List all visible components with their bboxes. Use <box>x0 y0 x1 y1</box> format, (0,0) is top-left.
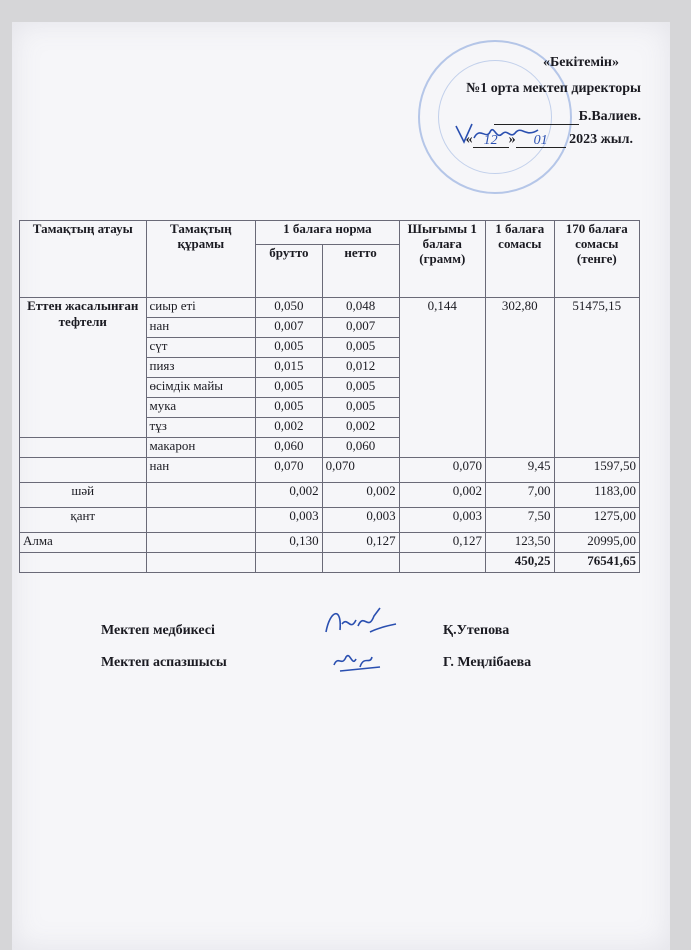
header-dish-name: Тамақтың атауы <box>20 221 147 298</box>
brutto-cell: 0,070 <box>256 458 322 483</box>
netto-cell: 0,012 <box>322 358 399 378</box>
netto-cell: 0,002 <box>322 418 399 438</box>
table-row <box>20 298 640 318</box>
header-output: Шығымы 1 балаға (грамм) <box>399 221 485 298</box>
brutto-cell: 0,050 <box>256 298 322 318</box>
date-day: 12 <box>473 133 509 148</box>
empty-cell <box>20 438 147 458</box>
netto-cell: 0,060 <box>322 438 399 458</box>
brutto-cell: 0,130 <box>256 533 322 553</box>
header-sum-170: 170 балаға сомасы (тенге) <box>554 221 639 298</box>
nurse-role: Мектеп медбикесі <box>101 623 215 638</box>
date-open-quote: « <box>465 132 473 147</box>
empty-cell <box>399 553 485 573</box>
sum-one-cell: 9,45 <box>486 458 555 483</box>
ingredient <box>146 533 256 553</box>
ingredient: сиыр еті <box>146 298 256 318</box>
date-close-quote: » <box>508 132 516 147</box>
netto-cell: 0,003 <box>322 508 399 533</box>
cook-name: Г. Меңлібаева <box>443 655 532 670</box>
header-netto: нетто <box>322 245 399 298</box>
brutto-cell: 0,005 <box>256 398 322 418</box>
nurse-name: Қ.Утепова <box>443 623 510 638</box>
menu-table <box>19 220 640 573</box>
ingredient: өсімдік майы <box>146 378 256 398</box>
ingredient: тұз <box>146 418 256 438</box>
netto-cell: 0,005 <box>322 398 399 418</box>
total-sum-170: 76541,65 <box>554 553 639 573</box>
header-norm: 1 балаға норма <box>256 221 399 245</box>
ingredient: сүт <box>146 338 256 358</box>
date-month: 01 <box>516 133 566 148</box>
ingredient: нан <box>146 458 256 483</box>
brutto-cell: 0,003 <box>256 508 322 533</box>
netto-cell: 0,005 <box>322 338 399 358</box>
totals-row <box>20 553 640 573</box>
output-cell: 0,003 <box>399 508 485 533</box>
empty-cell <box>322 553 399 573</box>
sum-one-cell: 123,50 <box>486 533 555 553</box>
total-sum-one: 450,25 <box>486 553 555 573</box>
ingredient <box>146 508 256 533</box>
brutto-cell: 0,005 <box>256 338 322 358</box>
sum-170-cell: 51475,15 <box>554 298 639 458</box>
empty-cell <box>256 553 322 573</box>
netto-cell: 0,007 <box>322 318 399 338</box>
header-sum-one: 1 балаға сомасы <box>486 221 555 298</box>
ingredient: макарон <box>146 438 256 458</box>
director-name: Б.Валиев. <box>578 109 641 124</box>
ingredient: нан <box>146 318 256 338</box>
netto-cell: 0,005 <box>322 378 399 398</box>
netto-cell: 0,070 <box>322 458 399 483</box>
dish-name: шәй <box>20 483 147 508</box>
brutto-cell: 0,002 <box>256 418 322 438</box>
cook-role: Мектеп аспазшысы <box>101 655 227 670</box>
output-cell: 0,070 <box>399 458 485 483</box>
table-row <box>20 508 640 533</box>
netto-cell: 0,048 <box>322 298 399 318</box>
nurse-signature-icon <box>320 602 400 642</box>
dish-name: қант <box>20 508 147 533</box>
approval-title: «Бекітемін» <box>542 55 619 70</box>
sum-one-cell: 7,00 <box>486 483 555 508</box>
ingredient: мука <box>146 398 256 418</box>
director-signature-icon <box>452 118 542 148</box>
header-brutto: брутто <box>256 245 322 298</box>
empty-cell <box>20 553 147 573</box>
brutto-cell: 0,015 <box>256 358 322 378</box>
netto-cell: 0,002 <box>322 483 399 508</box>
sum-one-cell: 302,80 <box>486 298 555 458</box>
sum-170-cell: 1183,00 <box>554 483 639 508</box>
table-row <box>20 533 640 553</box>
header-composition: Тамақтың құрамы <box>146 221 256 298</box>
netto-cell: 0,127 <box>322 533 399 553</box>
table-row <box>20 483 640 508</box>
sum-one-cell: 7,50 <box>486 508 555 533</box>
brutto-cell: 0,002 <box>256 483 322 508</box>
cook-signature-icon <box>330 645 390 675</box>
output-cell: 0,144 <box>399 298 485 458</box>
ingredient <box>146 483 256 508</box>
brutto-cell: 0,005 <box>256 378 322 398</box>
table-row <box>20 458 640 483</box>
ingredient: пияз <box>146 358 256 378</box>
dish-name <box>20 458 147 483</box>
date-year: 2023 жыл. <box>569 132 633 147</box>
sum-170-cell: 1275,00 <box>554 508 639 533</box>
brutto-cell: 0,060 <box>256 438 322 458</box>
output-cell: 0,002 <box>399 483 485 508</box>
approval-position: №1 орта мектеп директоры <box>466 81 641 96</box>
dish-name: Еттен жасалынған тефтели <box>20 298 147 438</box>
empty-cell <box>146 553 256 573</box>
dish-name: Алма <box>20 533 147 553</box>
output-cell: 0,127 <box>399 533 485 553</box>
sum-170-cell: 1597,50 <box>554 458 639 483</box>
brutto-cell: 0,007 <box>256 318 322 338</box>
sum-170-cell: 20995,00 <box>554 533 639 553</box>
